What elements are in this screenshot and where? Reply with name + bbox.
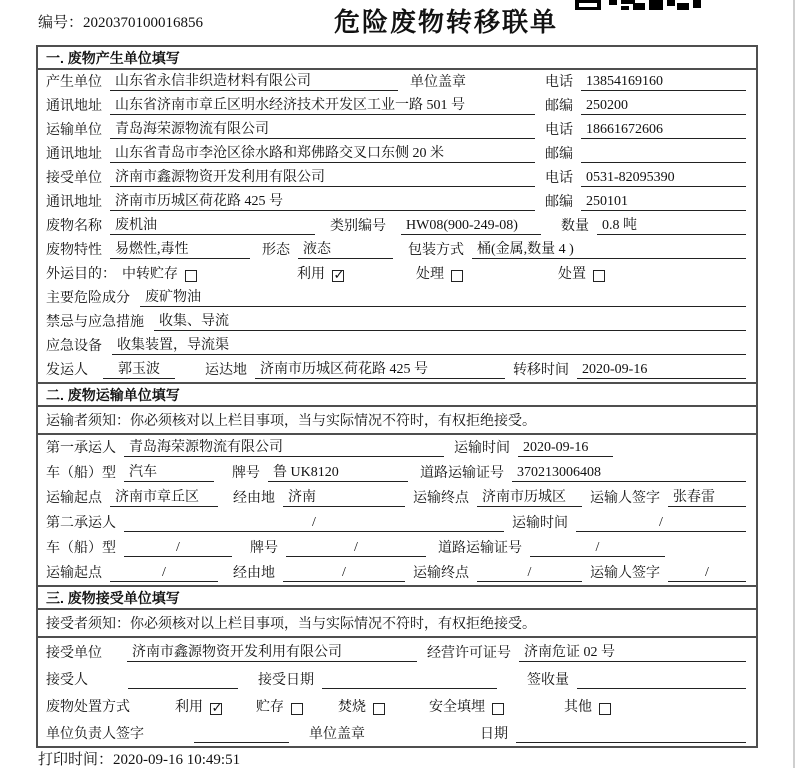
row-hazard-component	[38, 286, 756, 310]
receiver-phone-value: 0531-82095390	[581, 170, 746, 187]
row-vehicle1	[38, 460, 756, 485]
accept-unit-value: 济南市鑫源物资开发利用有限公司	[127, 641, 417, 662]
vehicle2-value: /	[124, 540, 232, 557]
vehicle1-label: 车（船）型	[46, 466, 116, 481]
receiver-phone-label: 电话	[545, 171, 573, 186]
checkbox-disposal-incinerate	[373, 703, 385, 715]
serial-label: 编号：	[38, 15, 84, 31]
purpose-treat-label: 处理	[416, 267, 444, 282]
transporter-zip-label: 邮编	[545, 147, 573, 162]
row-route1	[38, 485, 756, 510]
serial-number	[38, 11, 203, 32]
checkbox-treat	[451, 270, 463, 282]
transfer-time-value: 2020-09-16	[577, 362, 746, 379]
route2-end-value: /	[477, 565, 582, 582]
accept-person-label: 接受人	[46, 673, 88, 688]
carrier1-time-label: 运输时间	[454, 441, 510, 456]
producer-phone-value: 13854169160	[581, 74, 746, 91]
route1-end-value: 济南市历城区	[477, 486, 582, 507]
hazard-value: 废矿物油	[140, 286, 746, 307]
print-time	[38, 748, 240, 768]
route2-start-label: 运输起点	[46, 566, 102, 581]
carrier2-label: 第二承运人	[46, 516, 116, 531]
dispatcher-value: 郭玉波	[103, 358, 175, 379]
waste-form-value: 液态	[298, 238, 393, 259]
carrier1-label: 第一承运人	[46, 441, 116, 456]
receiver-address-label: 通讯地址	[46, 195, 102, 210]
section3-header: 三. 废物接受单位填写	[38, 587, 756, 610]
unit-seal-label: 单位盖章	[309, 727, 365, 742]
disposal-incinerate-label: 焚烧	[338, 700, 366, 715]
taboo-value: 收集、导流	[154, 310, 746, 331]
vehicle1-value: 汽车	[124, 461, 214, 482]
carrier2-value: /	[124, 515, 504, 532]
checkbox-utilize	[332, 270, 344, 282]
disposal-option-incinerate	[338, 696, 385, 716]
receiver-label: 接受单位	[46, 171, 102, 186]
receiver-zip-label: 邮编	[545, 195, 573, 210]
section-transporter	[38, 382, 756, 585]
transporter-address-value: 山东省青岛市李沧区徐水路和郑佛路交叉口东侧 20 米	[110, 142, 535, 163]
taboo-label: 禁忌与应急措施	[46, 315, 144, 330]
row-vehicle2	[38, 535, 756, 560]
manifest-table	[36, 45, 758, 748]
accept-date-value	[322, 672, 497, 689]
route1-start-value: 济南市章丘区	[110, 486, 218, 507]
serial-value: 2020370100016856	[83, 15, 204, 31]
sign-date-value	[516, 726, 746, 743]
row-waste-props	[38, 238, 756, 262]
transporter-zip-value	[581, 146, 746, 163]
vehicle1-license-value: 370213006408	[512, 465, 746, 482]
checkbox-disposal-utilize	[210, 703, 222, 715]
print-time-label: 打印时间：	[38, 752, 114, 768]
section2-header: 二. 废物运输单位填写	[38, 384, 756, 407]
route1-via-value: 济南	[283, 486, 405, 507]
equipment-label: 应急设备	[46, 339, 102, 354]
checkbox-disposal-store	[291, 703, 303, 715]
purpose-option-dispose	[558, 263, 605, 283]
transporter-address-label: 通讯地址	[46, 147, 102, 162]
disposal-store-label: 贮存	[256, 700, 284, 715]
row-signature	[38, 719, 756, 746]
receiver-zip-value: 250101	[581, 194, 746, 211]
row-route2	[38, 560, 756, 585]
route2-start-value: /	[110, 565, 218, 582]
producer-label: 产生单位	[46, 75, 102, 90]
producer-zip-label: 邮编	[545, 99, 573, 114]
purpose-option-transfer-storage	[122, 263, 197, 283]
waste-props-label: 废物特性	[46, 243, 102, 258]
row-emergency-equipment	[38, 334, 756, 358]
row-accept-person	[38, 665, 756, 692]
row-carrier1	[38, 435, 756, 460]
route2-sign-label: 运输人签字	[590, 566, 660, 581]
waste-pack-value: 桶(金属,数量 4 )	[472, 238, 746, 259]
purpose-option-utilize	[297, 263, 344, 283]
sign-date-label: 日期	[480, 727, 508, 742]
receiver-value: 济南市鑫源物资开发利用有限公司	[110, 166, 535, 187]
row-transporter	[38, 118, 756, 142]
waste-qty-value: 0.8 吨	[597, 214, 746, 235]
checkbox-disposal-other	[599, 703, 611, 715]
producer-phone-label: 电话	[545, 75, 573, 90]
row-producer-address	[38, 94, 756, 118]
accept-date-label: 接受日期	[258, 673, 314, 688]
responsible-sign-value	[194, 726, 289, 743]
section-producer	[38, 47, 756, 382]
purpose-option-treat	[416, 263, 463, 283]
equipment-value: 收集装置，导流渠	[112, 334, 746, 355]
responsible-sign-label: 单位负责人签字	[46, 727, 144, 742]
disposal-label: 废物处置方式	[46, 700, 130, 715]
route1-start-label: 运输起点	[46, 491, 102, 506]
vehicle2-plate-value: /	[286, 540, 426, 557]
row-producer	[38, 70, 756, 94]
row-dispatch	[38, 358, 756, 382]
hazard-label: 主要危险成分	[46, 291, 130, 306]
checkbox-dispose	[593, 270, 605, 282]
route2-sign-value: /	[668, 565, 746, 582]
route2-end-label: 运输终点	[413, 566, 469, 581]
row-receiver-address	[38, 190, 756, 214]
route1-via-label: 经由地	[233, 491, 275, 506]
producer-zip-value: 250200	[581, 98, 746, 115]
route1-sign-label: 运输人签字	[590, 491, 660, 506]
section-receiver	[38, 585, 756, 746]
row-accept-unit	[38, 638, 756, 665]
disposal-option-landfill	[429, 696, 504, 716]
route1-sign-value: 张春雷	[668, 486, 746, 507]
disposal-other-label: 其他	[564, 700, 592, 715]
disposal-option-store	[256, 696, 303, 716]
row-transporter-address	[38, 142, 756, 166]
disposal-utilize-label: 利用	[175, 700, 203, 715]
carrier2-time-value: /	[576, 515, 746, 532]
permit-value: 济南危证 02 号	[519, 641, 746, 662]
route2-via-value: /	[283, 565, 405, 582]
row-receiver	[38, 166, 756, 190]
page-edge-line	[793, 0, 795, 768]
transfer-time-label: 转移时间	[513, 363, 569, 378]
carrier1-value: 青岛海荣源物流有限公司	[124, 436, 444, 457]
transporter-phone-label: 电话	[545, 123, 573, 138]
accept-person-value	[128, 672, 238, 689]
row-transfer-purpose	[38, 262, 756, 286]
row-waste-name	[38, 214, 756, 238]
row-disposal-method	[38, 692, 756, 719]
route1-end-label: 运输终点	[413, 491, 469, 506]
carrier2-time-label: 运输时间	[512, 516, 568, 531]
checkbox-transfer-storage	[185, 270, 197, 282]
destination-label: 运达地	[205, 363, 247, 378]
vehicle2-plate-label: 牌号	[250, 541, 278, 556]
waste-name-value: 废机油	[110, 214, 315, 235]
disposal-option-other	[564, 696, 611, 716]
producer-seal-label: 单位盖章	[410, 75, 466, 90]
receipt-qty-label: 签收量	[527, 673, 569, 688]
purpose-label: 外运目的：	[46, 267, 116, 282]
page-title: 危险废物转移联单	[334, 7, 559, 37]
purpose-transfer-storage-label: 中转贮存	[122, 267, 178, 282]
transporter-label: 运输单位	[46, 123, 102, 138]
row-taboo-measures	[38, 310, 756, 334]
purpose-utilize-label: 利用	[297, 267, 325, 282]
vehicle1-license-label: 道路运输证号	[420, 466, 504, 481]
permit-label: 经营许可证号	[427, 646, 511, 661]
producer-address-label: 通讯地址	[46, 99, 102, 114]
waste-props-value: 易燃性,毒性	[110, 238, 250, 259]
qr-code-fragment-icon	[575, 0, 701, 10]
disposal-landfill-label: 安全填埋	[429, 700, 485, 715]
receiver-address-value: 济南市历城区荷花路 425 号	[110, 190, 535, 211]
dispatcher-label: 发运人	[46, 363, 88, 378]
destination-value: 济南市历城区荷花路 425 号	[255, 358, 505, 379]
vehicle1-plate-value: 鲁 UK8120	[268, 461, 408, 482]
carrier1-time-value: 2020-09-16	[518, 440, 613, 457]
waste-form-label: 形态	[262, 243, 290, 258]
waste-name-label: 废物名称	[46, 219, 102, 234]
waste-category-label: 类别编号	[330, 219, 386, 234]
accept-unit-label: 接受单位	[46, 646, 102, 661]
vehicle2-label: 车（船）型	[46, 541, 116, 556]
producer-address-value: 山东省济南市章丘区明水经济技术开发区工业一路 501 号	[110, 94, 535, 115]
producer-value: 山东省永信非织造材料有限公司	[110, 70, 398, 91]
waste-qty-label: 数量	[561, 219, 589, 234]
purpose-dispose-label: 处置	[558, 267, 586, 282]
receiver-notice: 接受者须知：你必须核对以上栏目事项，当与实际情况不符时，有权拒绝接受。	[38, 610, 756, 638]
vehicle2-license-value: /	[530, 540, 665, 557]
print-time-value: 2020-09-16 10:49:51	[113, 752, 241, 768]
waste-pack-label: 包装方式	[408, 243, 464, 258]
transporter-phone-value: 18661672606	[581, 122, 746, 139]
disposal-option-utilize	[175, 696, 222, 716]
row-carrier2	[38, 510, 756, 535]
vehicle1-plate-label: 牌号	[232, 466, 260, 481]
waste-category-value: HW08(900-249-08)	[401, 218, 541, 235]
section1-header: 一. 废物产生单位填写	[38, 47, 756, 70]
checkbox-disposal-landfill	[492, 703, 504, 715]
vehicle2-license-label: 道路运输证号	[438, 541, 522, 556]
transporter-value: 青岛海荣源物流有限公司	[110, 118, 535, 139]
receipt-qty-value	[577, 672, 746, 689]
route2-via-label: 经由地	[233, 566, 275, 581]
transporter-notice: 运输者须知：你必须核对以上栏目事项，当与实际情况不符时，有权拒绝接受。	[38, 407, 756, 435]
